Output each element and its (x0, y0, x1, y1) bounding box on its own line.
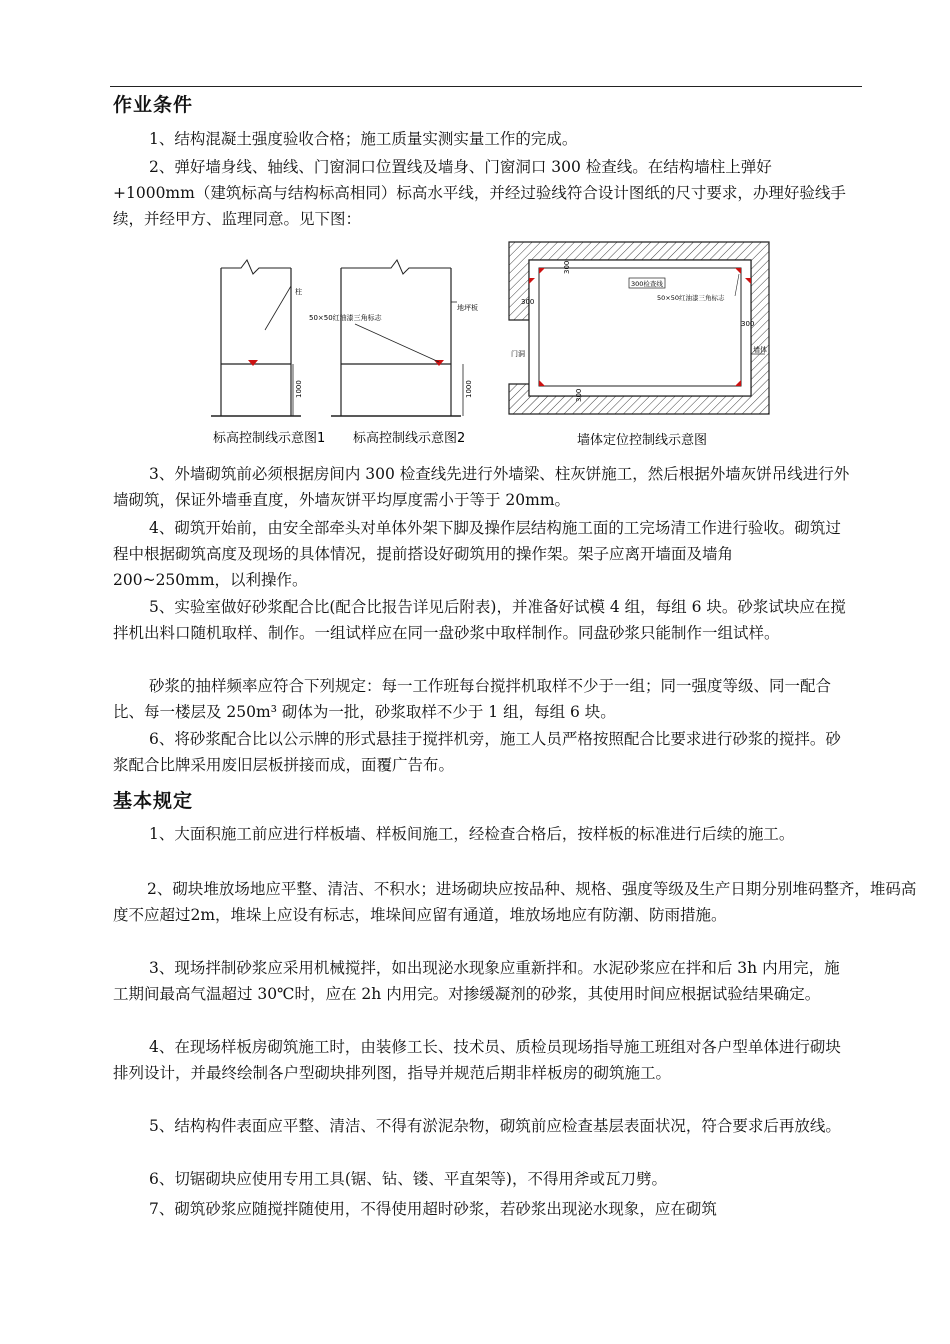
label-door: 门洞 (511, 350, 525, 358)
paragraph: 5、结构构件表面应平整、清洁、不得有淤泥杂物，砌筑前应检查基层表面状况，符合要求后再放线。 (149, 1117, 841, 1135)
paragraph: 2、砌块堆放场地应平整、清洁、不积水；进场砌块应按品种、规格、强度等级及生产日期分别堆码整齐，堆码高度不应超过2m，堆垛上应设有标志，堆垛间应留有通道，堆放场地应有防潮、防雨措施。 (113, 880, 917, 924)
dim-300-right: 300 (741, 320, 755, 328)
paragraph: 6、切锯砌块应使用专用工具(锯、钻、镂、平直架等)，不得用斧或瓦刀劈。 (149, 1170, 667, 1188)
section-title-work-conditions: 作业条件 (113, 94, 194, 116)
paragraph: 3、外墙砌筑前必须根据房间内 300 检查线先进行外墙梁、柱灰饼施工，然后根据外墙灰饼吊线进行外墙砌筑，保证外墙垂直度，外墙灰饼平均厚度需小于等于 20mm。 (113, 465, 850, 509)
paragraph: 3、现场拌制砂浆应采用机械搅拌，如出现泌水现象应重新拌和。水泥砂浆应在拌和后 3h 内用完，施工期间最高气温超过 30℃时，应在 2h 内用完。对掺缓凝剂的砂浆，其使用时间应根据试验结果确定。 (113, 959, 840, 1003)
label-slab: 地坪板 (457, 304, 478, 312)
triangle-mark (434, 360, 444, 366)
figure-svg (205, 238, 775, 454)
dim-300-bottom: 300 (575, 388, 583, 402)
dim-1000-a: 1000 (295, 380, 303, 398)
dim-300-left: 300 (521, 298, 535, 306)
dim-1000-b: 1000 (465, 380, 473, 398)
paragraph: 5、实验室做好砂浆配合比(配合比报告详见后附表)，并准备好试模 4 组，每组 6 块。砂浆试块应在搅拌机出料口随机取样、制作。一组试样应在同一盘砂浆中取样制作。同盘砂浆只能制作一组试样。 (113, 598, 846, 642)
dim-300-top: 300 (563, 260, 571, 274)
section-title-basic-rules: 基本规定 (113, 790, 194, 812)
label-col: 柱 (295, 288, 302, 296)
label-300line: 300检查线 (631, 280, 663, 288)
triangle-mark (248, 360, 258, 366)
elevation-diagram-1 (211, 260, 325, 446)
paragraph: 7、砌筑砂浆应随搅拌随使用，不得使用超时砂浆，若砂浆出现泌水现象，应在砌筑 (149, 1200, 717, 1218)
control-line-figure (205, 238, 775, 454)
paragraph: 4、在现场样板房砌筑施工时，由装修工长、技术员、质检员现场指导施工班组对各户型单体进行砌块排列设计，并最终绘制各户型砌块排列图，指导并规范后期非样板房的砌筑施工。 (113, 1038, 841, 1082)
header-rule (110, 86, 862, 87)
plan-diagram (509, 242, 769, 448)
paragraph: 4、砌筑开始前，由安全部牵头对单体外架下脚及操作层结构施工面的工完场清工作进行验收。砌筑过程中根据砌筑高度及现场的具体情况，提前搭设好砌筑用的操作架。架子应离开墙面及墙角 200~250mm，以利操作。 (113, 519, 841, 589)
caption-2: 标高控制线示意图2 (353, 431, 466, 446)
paragraph: 1、结构混凝土强度验收合格；施工质量实测实量工作的完成。 (149, 130, 578, 148)
label-wall: 墙体 (753, 346, 767, 354)
paragraph: 6、将砂浆配合比以公示牌的形式悬挂于搅拌机旁，施工人员严格按照配合比要求进行砂浆的搅拌。砂浆配合比牌采用废旧层板拼接而成，面覆广告布。 (113, 730, 841, 774)
caption-1: 标高控制线示意图1 (213, 431, 326, 446)
paragraph: 2、弹好墙身线、轴线、门窗洞口位置线及墙身、门窗洞口 300 检查线。在结构墙柱上弹好+1000mm（建筑标高与结构标高相同）标高水平线，并经过验线符合设计图纸的尺寸要求，办理好验线手续，并经甲方、监理同意。见下图： (113, 158, 846, 228)
label-triangle-1: 50×50红油漆三角标志 (309, 314, 382, 322)
label-triangle-2: 50×50红油漆三角标志 (657, 294, 725, 302)
paragraph: 砂浆的抽样频率应符合下列规定：每一工作班每台搅拌机取样不少于一组；同一强度等级、同一配合比、每一楼层及 250m³ 砌体为一批，砂浆取样不少于 1 组，每组 6 块。 (113, 677, 832, 721)
caption-3: 墙体定位控制线示意图 (577, 433, 708, 448)
paragraph: 1、大面积施工前应进行样板墙、样板间施工，经检查合格后，按样板的标准进行后续的施工。 (149, 825, 795, 843)
elevation-diagram-2 (309, 260, 478, 446)
